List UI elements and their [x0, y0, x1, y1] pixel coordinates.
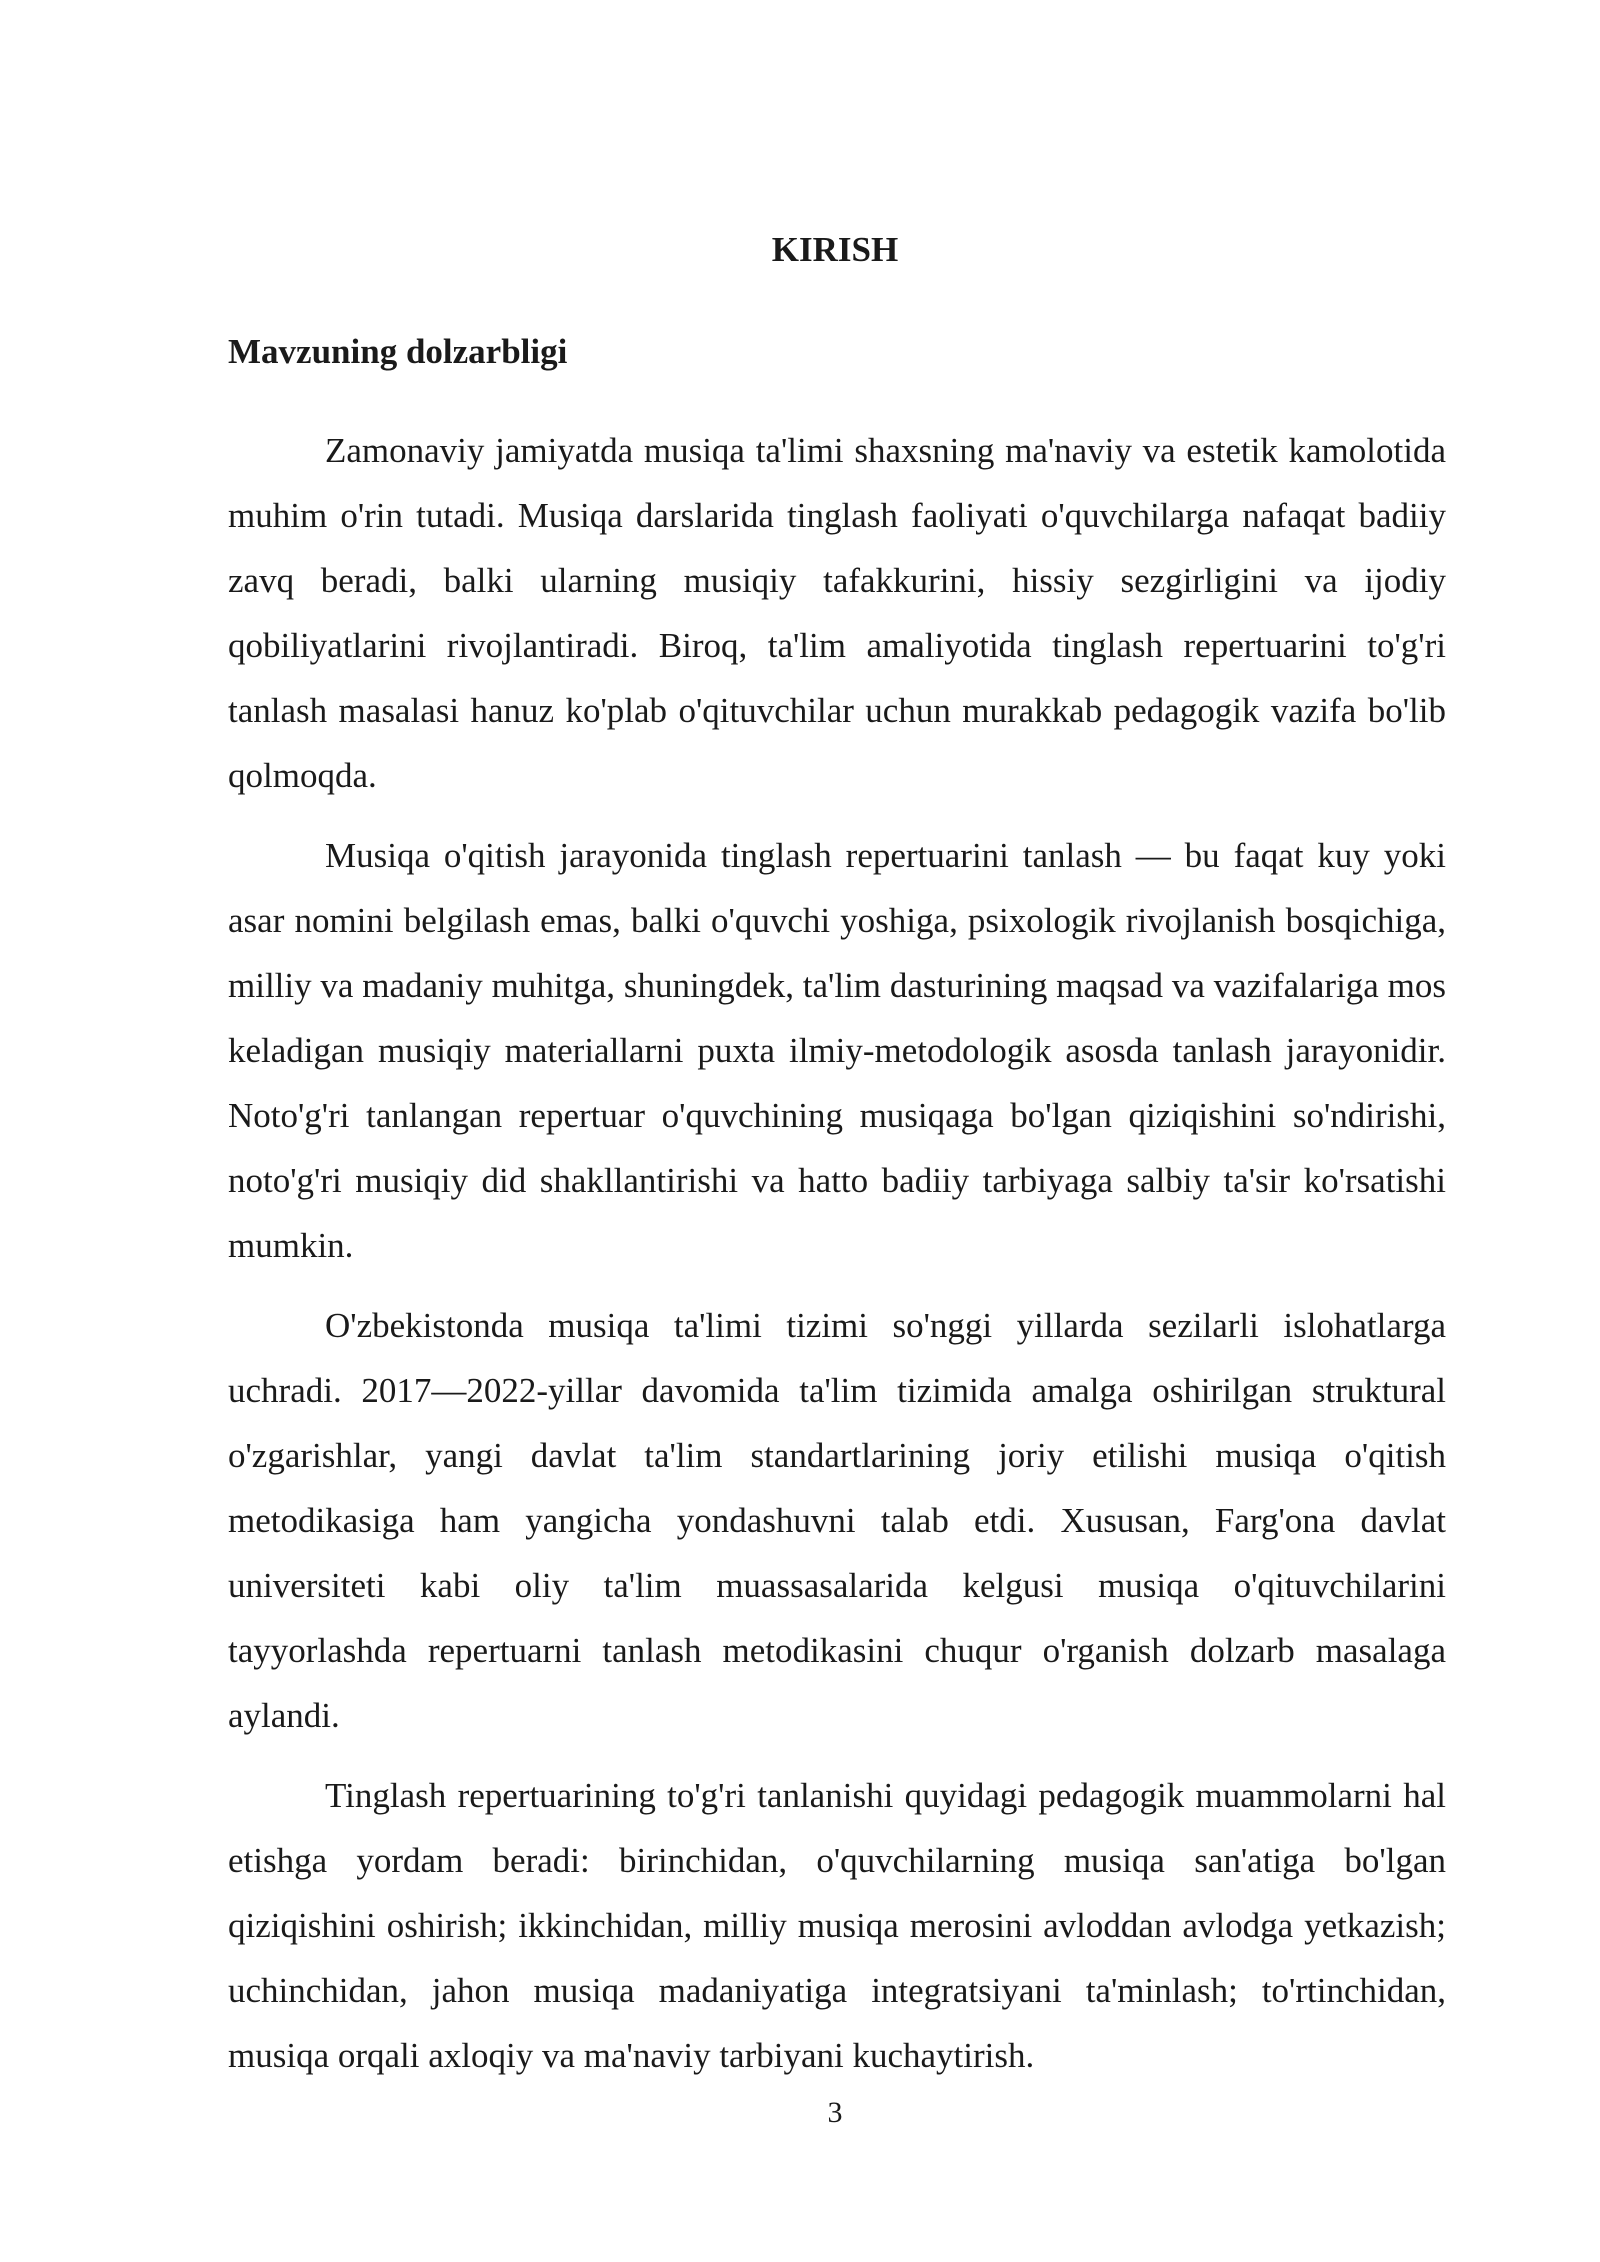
paragraph-4: Tinglash repertuarining to'g'ri tanlanishi quyidagi pedagogik muammolarni hal etishga yordam beradi: birinchidan, o'quvchilarning musiqa san'atiga bo'lgan qiziqishini oshirish; ikkinchidan, milliy musiqa merosini avloddan avlodga yetkazish; uchinchidan, jahon musiqa madaniyatiga integratsiyani ta'minlash; to'rtinchidan, musiqa orqali axloqiy va ma'naviy tarbiyani kuchaytirish.	[228, 1776, 1446, 2075]
page-number: 3	[827, 2096, 843, 2129]
paragraph-2: Musiqa o'qitish jarayonida tinglash repertuarini tanlash — bu faqat kuy yoki asar nomini belgilash emas, balki o'quvchi yoshiga, psixologik rivojlanish bosqichiga, milliy va madaniy muhitga, shuningdek, ta'lim dasturining maqsad va vazifalariga mos keladigan musiqiy materiallarni puxta ilmiy-metodologik asosda tanlash jarayonidir. Noto'g'ri tanlangan repertuar o'quvchining musiqaga bo'lgan qiziqishini so'ndirishi, noto'g'ri musiqiy did shakllantirishi va hatto badiiy tarbiyaga salbiy ta'sir ko'rsatishi mumkin.	[228, 836, 1446, 1265]
paragraph-1: Zamonaviy jamiyatda musiqa ta'limi shaxsning ma'naviy va estetik kamolotida muhim o'rin tutadi. Musiqa darslarida tinglash faoliyati o'quvchilarga nafaqat badiiy zavq beradi, balki ularning musiqiy tafakkurini, hissiy sezgirligini va ijodiy qobiliyatlarini rivojlantiradi. Biroq, ta'lim amaliyotida tinglash repertuarini to'g'ri tanlash masalasi hanuz ko'plab o'qituvchilar uchun murakkab pedagogik vazifa bo'lib qolmoqda.	[228, 431, 1446, 795]
body-text	[228, 418, 1446, 2103]
section-title: Mavzuning dolzarbligi	[228, 332, 568, 371]
chapter-title: KIRISH	[771, 230, 899, 269]
paragraph-3: O'zbekistonda musiqa ta'limi tizimi so'nggi yillarda sezilarli islohatlarga uchradi. 2017—2022-yillar davomida ta'lim tizimida amalga oshirilgan struktural o'zgarishlar, yangi davlat ta'lim standartlarining joriy etilishi musiqa o'qitish metodikasiga ham yangicha yondashuvni talab etdi. Xususan, Farg'ona davlat universiteti kabi oliy ta'lim muassasalarida kelgusi musiqa o'qituvchilarini tayyorlashda repertuarni tanlash metodikasini chuqur o'rganish dolzarb masalaga aylandi.	[228, 1306, 1446, 1735]
